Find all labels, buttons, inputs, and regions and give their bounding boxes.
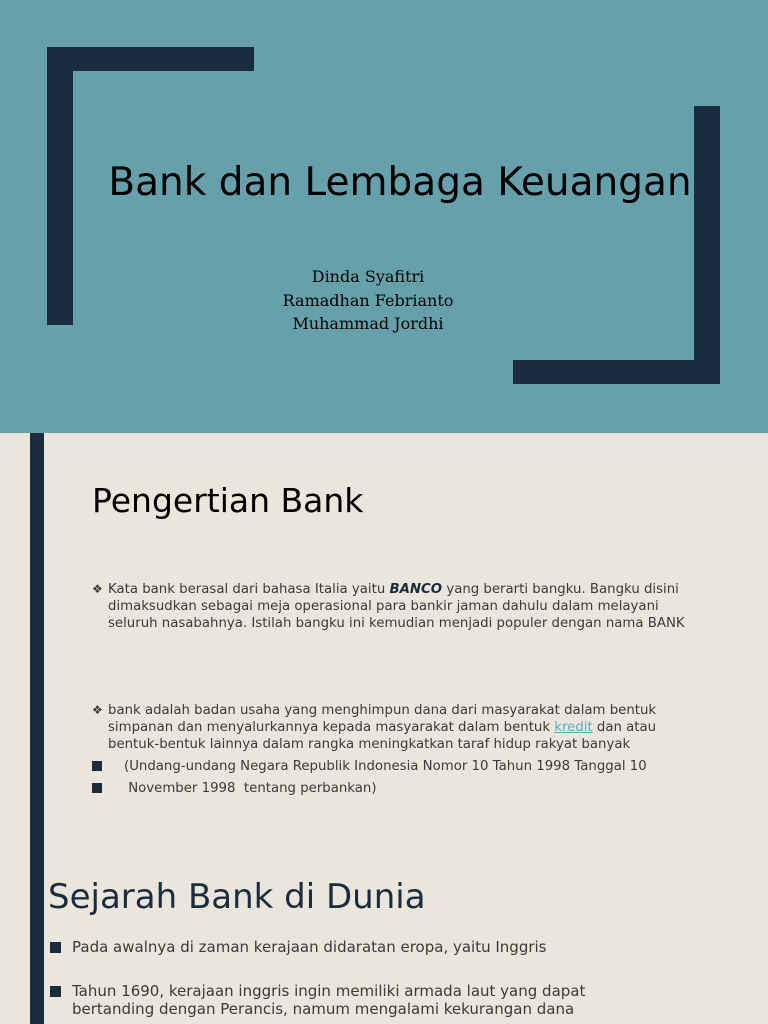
- left-accent-bar: [30, 865, 44, 1024]
- presentation-title: Bank dan Lembaga Keuangan: [108, 160, 692, 205]
- square-bullet-icon: [50, 942, 61, 953]
- diamond-bullet-icon: ❖: [92, 582, 103, 596]
- bullet-paragraph: [92, 581, 692, 632]
- list-item: Tahun 1690, kerajaan inggris ingin memiliki armada laut yang dapat bertanding dengan Perancis, namum mengalami kekurangan dana: [48, 982, 608, 1018]
- paragraph-text: Kata bank berasal dari bahasa Italia yaitu BANCO yang berarti bangku. Bangku disini dimaksudkan sebagai meja operasional para bankir jaman dahulu dalam melayani seluruh nasabahnya. Istilah bangku ini kemudian menjadi populer dengan nama BANK: [108, 582, 685, 631]
- author-list: [0, 265, 736, 336]
- paragraph-text: bank adalah badan usaha yang menghimpun dana dari masyarakat dalam bentuk simpanan dan menyalurkannya kepada masyarakat dalam bentuk kredit dan atau bentuk-bentuk lainnya dalam rangka meningkatkan taraf hidup rakyat banyak: [108, 703, 657, 752]
- bullet-paragraph: [92, 702, 692, 753]
- definition-slide: [0, 433, 768, 865]
- square-bullet-icon: [50, 986, 61, 997]
- square-bullet-icon: [92, 761, 102, 771]
- slide-title: Pengertian Bank: [92, 481, 364, 520]
- title-slide: [0, 0, 768, 433]
- square-bullet-icon: [92, 783, 102, 793]
- law-reference-line: (Undang-undang Negara Republik Indonesia Nomor 10 Tahun 1998 Tanggal 10: [92, 759, 647, 774]
- banco-term: BANCO: [389, 582, 443, 597]
- left-accent-bar: [30, 433, 44, 865]
- diamond-bullet-icon: ❖: [92, 703, 103, 717]
- slide-title: Sejarah Bank di Dunia: [48, 877, 426, 917]
- frame-corner-top-left-horizontal: [47, 47, 254, 71]
- author-name: Dinda Syafitri: [311, 267, 425, 286]
- list-item: Pada awalnya di zaman kerajaan didaratan eropa, yaitu Inggris: [48, 938, 608, 956]
- frame-corner-bottom-right-vertical: [694, 106, 720, 384]
- author-name: Muhammad Jordhi: [292, 314, 444, 333]
- law-reference-line: November 1998 tentang perbankan): [92, 781, 377, 796]
- frame-corner-bottom-right-horizontal: [513, 360, 720, 384]
- author-name: Ramadhan Febrianto: [282, 290, 454, 310]
- history-slide: [0, 865, 768, 1024]
- kredit-link[interactable]: kredit: [554, 720, 593, 735]
